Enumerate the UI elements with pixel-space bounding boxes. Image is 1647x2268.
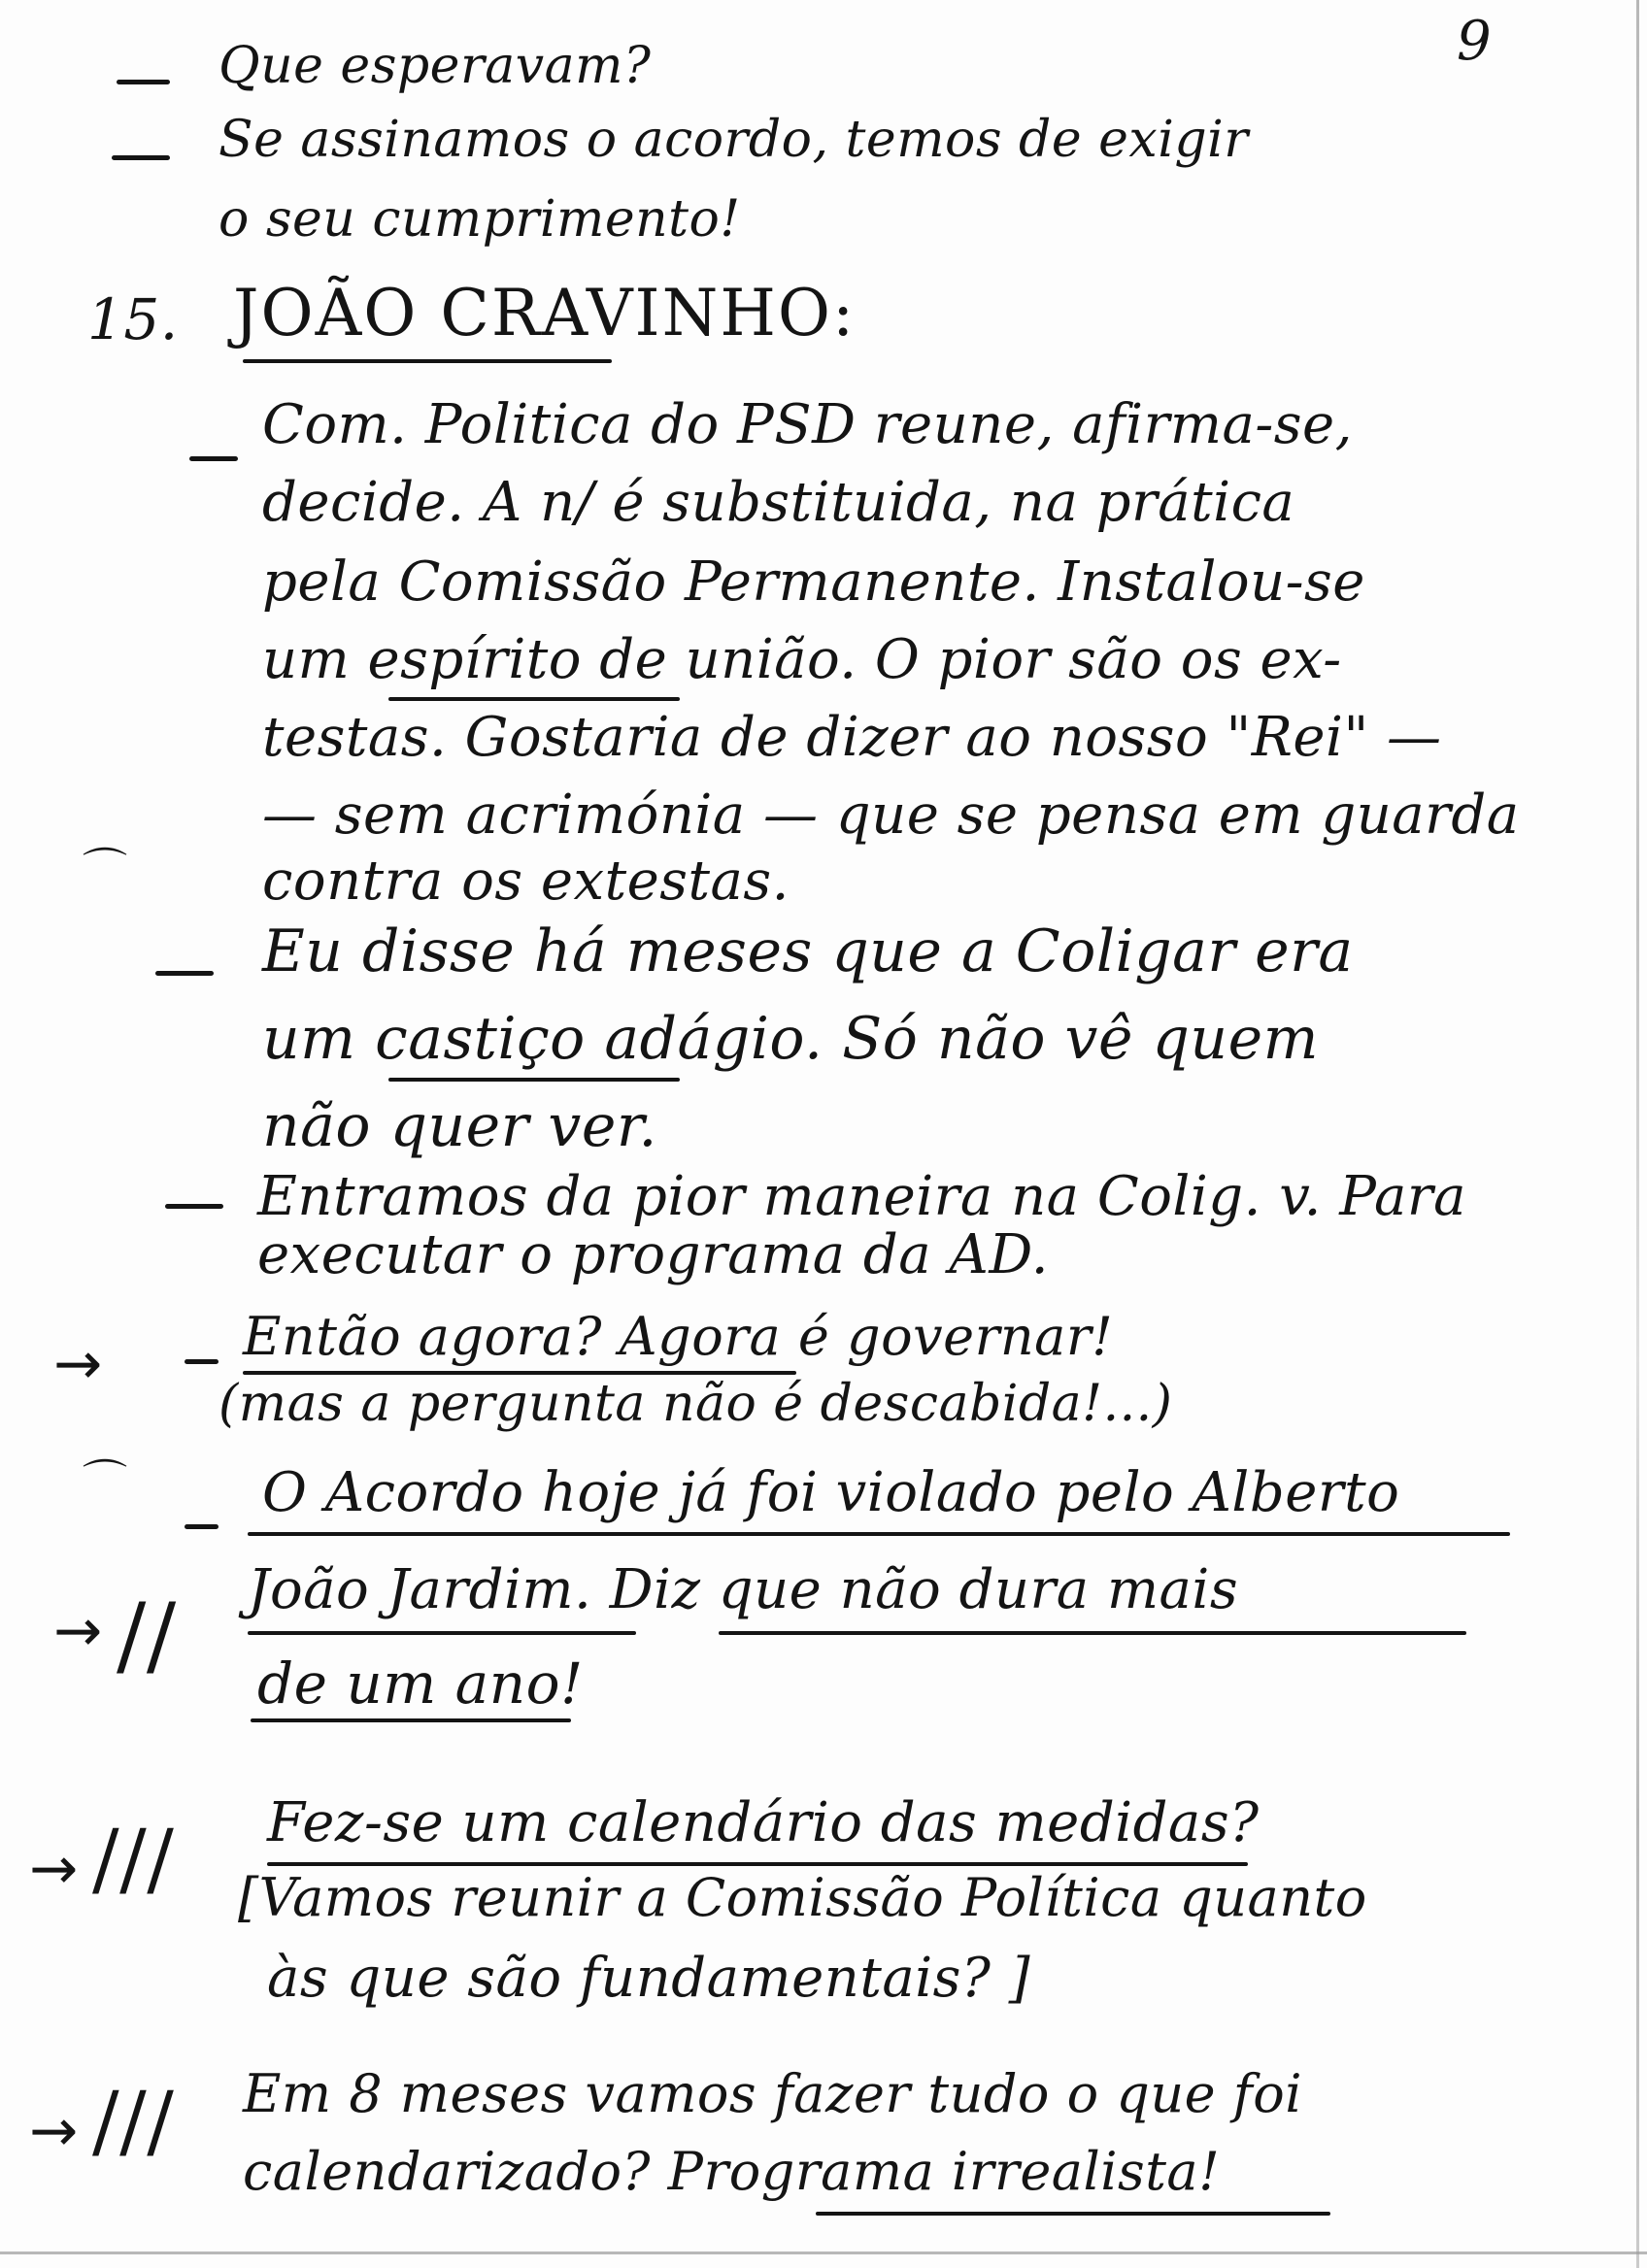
bullet-dash [165,1204,223,1209]
note-line: [Vamos reunir a Comissão Política quanto [238,1867,1367,1928]
page-number: 9 [1457,10,1492,73]
margin-arrow: → [29,2097,79,2165]
margin-mark: /// [92,2076,175,2168]
underline [388,697,680,701]
margin-arrow: → [29,1835,79,1903]
note-line: Se assinamos o acordo, temos de exigir [218,111,1249,169]
note-line: — sem acrimónia — que se pensa em guarda [262,784,1520,847]
note-line: contra os extestas. [262,850,790,913]
margin-mark: // [117,1584,177,1686]
margin-mark: /// [92,1814,175,1906]
note-line: decide. A n/ é substituida, na prática [262,471,1295,534]
margin-arrow: → [53,1330,103,1398]
note-line: calendarizado? Programa irrealista! [243,2141,1221,2202]
section-heading: JOÃO CRAVINHO: [233,276,857,350]
note-line: João Jardim. Diz que não dura mais [248,1558,1239,1621]
bullet-dash [117,80,170,84]
note-line: o seu cumprimento! [218,190,741,249]
scan-edge [1636,0,1639,2268]
margin-mark: ⌒ [83,1455,127,1508]
underline [248,1631,636,1635]
note-line: Entramos da pior maneira na Colig. v. Para [257,1165,1466,1228]
note-line: Fez-se um calendário das medidas? [267,1791,1260,1854]
section-number: 15. [87,286,179,352]
note-line: um castiço adágio. Só não vê quem [262,1005,1319,1073]
underline [816,2212,1330,2216]
scan-edge [0,2251,1647,2254]
note-line: às que são fundamentais? ] [267,1947,1031,2010]
note-line: pela Comissão Permanente. Instalou-se [262,550,1365,614]
note-line: um espírito de união. O pior são os ex- [262,628,1342,691]
margin-arrow: → [53,1597,103,1665]
note-line: não quer ver. [262,1092,657,1160]
note-line: executar o programa da AD. [257,1223,1050,1286]
note-line: Então agora? Agora é governar! [243,1306,1114,1367]
bullet-dash [185,1359,218,1364]
underline [388,1078,680,1082]
underline [248,1532,1510,1536]
note-line: Que esperavam? [218,37,652,95]
bullet-dash [185,1524,218,1529]
note-line: Com. Politica do PSD reune, afirma-se, [262,393,1353,456]
bullet-dash [189,456,238,461]
note-line: O Acordo hoje já foi violado pelo Alberto [262,1461,1400,1524]
underline [267,1862,1248,1866]
note-line: Eu disse há meses que a Coligar era [262,917,1354,985]
underline [251,1718,571,1722]
note-line: (mas a pergunta não é descabida!...) [218,1375,1173,1433]
underline [719,1631,1466,1635]
note-line: de um ano! [257,1651,584,1717]
note-line: testas. Gostaria de dizer ao nosso "Rei" — [262,706,1442,769]
bullet-dash [112,155,170,160]
heading-underline [243,359,612,363]
note-line: Em 8 meses vamos fazer tudo o que foi [243,2063,1303,2124]
margin-mark: ⌒ [83,844,127,896]
bullet-dash [155,971,214,976]
